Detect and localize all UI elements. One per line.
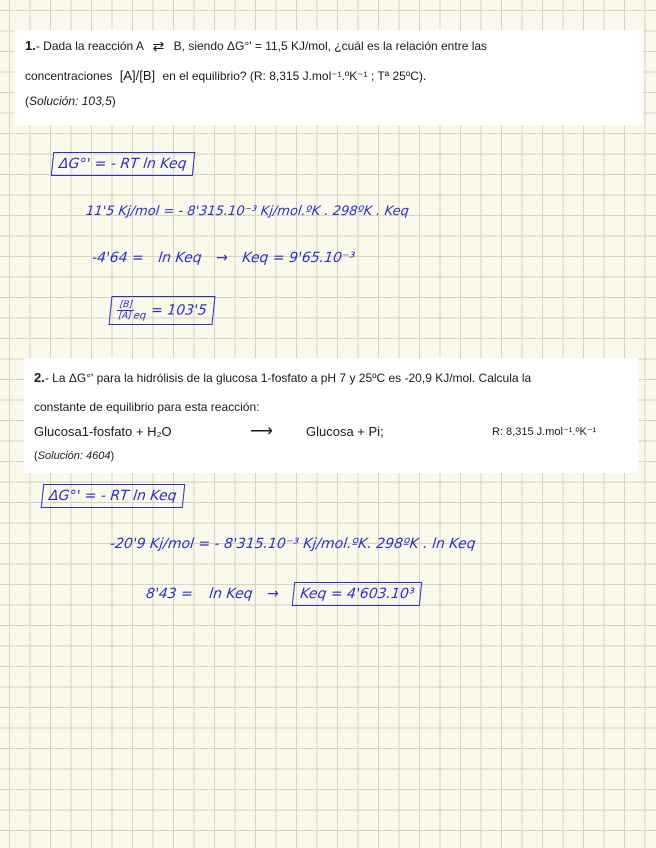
hw2-formula-box: ΔG°' = - RT ln Keq: [41, 484, 185, 508]
hw1-result-value: = 103'5: [150, 302, 208, 319]
problem-2-solution-label: Solución:: [37, 450, 83, 462]
equilibrium-arrow-icon: ⇄: [152, 38, 165, 55]
problem-2-line-1-text: - La ΔG°' para la hidrólisis de la glucosa 1-fosfato a pH 7 y 25ºC es -20,9 KJ/mol. Calcula la: [44, 371, 532, 385]
problem-1-line-2-a: concentraciones: [25, 69, 113, 83]
hw1-arrow-icon: →: [215, 250, 229, 266]
hw1-result-den: [A]: [117, 311, 133, 321]
hw2-step-2: [145, 582, 423, 606]
problem-1-solution-label: Solución:: [29, 94, 79, 108]
problem-1-card: [15, 30, 643, 125]
hw1-step-2: [91, 250, 356, 266]
hw1-result-sub: eq: [133, 310, 147, 322]
problem-2-line-1: [34, 370, 531, 385]
problem-1-number: 1.: [25, 38, 36, 53]
problem-2-line-2: constante de equilibrio para esta reacción:: [34, 400, 260, 414]
problem-1-text-b: B, siendo ΔG°' = 11,5 KJ/mol, ¿cuál es la relación entre las: [173, 39, 488, 53]
hw1-step-1: 11'5 Kj/mol = - 8'315.10⁻³ Kj/mol.ºK . 298ºK . Keq: [85, 204, 410, 219]
hw2-step-2-mid: ln Keq: [208, 586, 254, 602]
problem-2-solution: (Solución: 4604): [34, 450, 115, 462]
problem-1-line-1: [25, 38, 487, 55]
hw2-result-box: Keq = 4'603.10³: [292, 582, 423, 606]
hw1-result-num: [B]: [117, 300, 135, 311]
hw1-result-box: [108, 296, 215, 325]
problem-1-ratio: [A]/[B]: [119, 68, 156, 83]
hw2-step-1: -20'9 Kj/mol = - 8'315.10⁻³ Kj/mol.ºK. 298ºK . ln Keq: [109, 536, 477, 552]
hw1-step-2-mid: ln Keq: [157, 250, 203, 266]
hw1-step-2-right: Keq = 9'65.10⁻³: [241, 250, 356, 266]
problem-1-text-a: - Dada la reacción A: [35, 39, 144, 53]
problem-2-solution-value: 4604: [86, 450, 111, 462]
problem-1-line-2-b: en el equilibrio? (R: 8,315 J.mol⁻¹.ºK⁻¹ ; Tª 25ºC).: [162, 69, 427, 83]
hw1-formula-box: ΔG°' = - RT ln Keq: [51, 152, 195, 176]
hw1-step-2-left: -4'64 =: [91, 250, 145, 266]
problem-1-solution-value: 103,5: [81, 94, 112, 108]
reaction-arrow-icon: ⟶: [250, 423, 273, 440]
problem-2-product: Glucosa + Pi;: [306, 424, 384, 439]
problem-1-line-2: [25, 68, 426, 83]
hw2-arrow-icon: →: [266, 586, 280, 602]
problem-2-constant: R: 8,315 J.mol⁻¹.ºK⁻¹: [492, 426, 597, 438]
problem-2-card: [24, 358, 638, 473]
hw2-step-2-left: 8'43 =: [145, 586, 194, 602]
problem-1-solution: (Solución: 103,5): [25, 94, 116, 108]
problem-2-reactant: Glucosa1-fosfato + H₂O: [34, 424, 172, 439]
problem-2-number: 2.: [34, 370, 45, 385]
